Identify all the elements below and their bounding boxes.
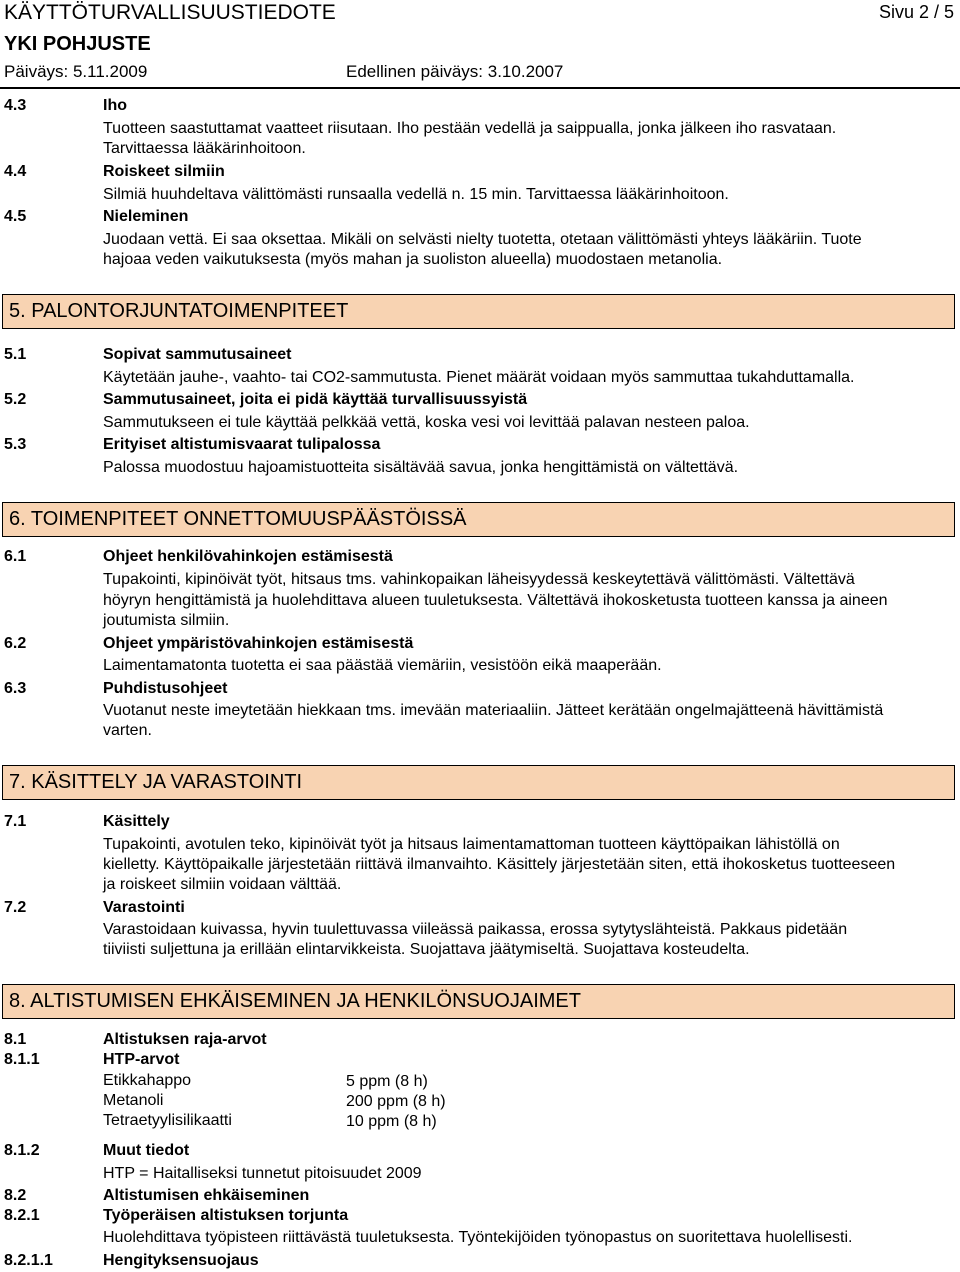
section-number: 8.2.1 — [4, 1207, 40, 1224]
section-heading-band: 5. PALONTORJUNTATOIMENPITEET — [2, 294, 955, 329]
document-title: KÄYTTÖTURVALLISUUSTIEDOTE — [4, 1, 336, 24]
section-number: 8.1.2 — [4, 1142, 40, 1159]
substance-name: Metanoli — [103, 1092, 164, 1109]
header-divider — [0, 87, 960, 89]
limit-value: 200 ppm (8 h) — [346, 1093, 446, 1110]
section-number: 4.3 — [4, 97, 27, 114]
section-title: Altistuksen raja-arvot — [103, 1031, 267, 1048]
section-title: Muut tiedot — [103, 1142, 190, 1159]
section-text: Varastoidaan kuivassa, hyvin tuulettuvassa viileässä paikassa, erossa sytytyslähteistä. Pakkaus pidetään — [103, 921, 848, 938]
section-heading-band: 6. TOIMENPITEET ONNETTOMUUSPÄÄSTÖISSÄ — [2, 502, 955, 537]
section-title: HTP-arvot — [103, 1051, 180, 1068]
section-title: Ohjeet ympäristövahinkojen estämisestä — [103, 635, 414, 652]
previous-date: Edellinen päiväys: 3.10.2007 — [346, 62, 564, 81]
section-number: 6.1 — [4, 548, 27, 565]
substance-name: Etikkahappo — [103, 1072, 192, 1089]
section-title: Varastointi — [103, 899, 185, 916]
section-title: Sopivat sammutusaineet — [103, 346, 292, 363]
substance-name: Tetraetyylisilikaatti — [103, 1112, 232, 1129]
section-title: Iho — [103, 97, 127, 114]
section-text: Huolehdittava työpisteen riittävästä tuuletuksesta. Työntekijöiden työnopastus on suoritettava huolellisesti. — [103, 1229, 853, 1246]
section-title: Käsittely — [103, 813, 170, 830]
section-text: Laimentamatonta tuotetta ei saa päästää viemäriin, vesistöön eikä maaperään. — [103, 657, 662, 674]
section-text: Tupakointi, kipinöivät työt, hitsaus tms. vahinkopaikan läheisyydessä keskeytettävä välittömästi. Vältettävä — [103, 571, 855, 588]
section-text: hajoaa veden vaikutuksesta (myös mahan ja suoliston alueella) muodostaen metanolia. — [103, 251, 723, 268]
section-title: Puhdistusohjeet — [103, 680, 228, 697]
section-title: Erityiset altistumisvaarat tulipalossa — [103, 436, 381, 453]
section-text: Palossa muodostuu hajoamistuotteita sisältävää savua, jonka hengittämistä on vältettävä. — [103, 459, 739, 476]
section-text: Tuotteen saastuttamat vaatteet riisutaan. Iho pestään vedellä ja saippualla, jonka jälkeen iho rasvataan. — [103, 120, 837, 137]
section-text: HTP = Haitalliseksi tunnetut pitoisuudet 2009 — [103, 1165, 422, 1182]
section-number: 5.3 — [4, 436, 27, 453]
section-text: Vuotanut neste imeytetään hiekkaan tms. imevään materiaaliin. Jätteet kerätään ongelmajätteenä hävittämistä — [103, 702, 884, 719]
section-number: 4.4 — [4, 163, 27, 180]
section-number: 6.2 — [4, 635, 27, 652]
section-number: 6.3 — [4, 680, 27, 697]
document-date: Päiväys: 5.11.2009 — [4, 62, 148, 81]
section-number: 5.1 — [4, 346, 27, 363]
section-text: Juodaan vettä. Ei saa oksettaa. Mikäli on selvästi nielty tuotetta, otetaan välittömästi yhteys lääkäriin. Tuote — [103, 231, 862, 248]
section-text: Sammutukseen ei tule käyttää pelkkää vettä, koska vesi voi levittää palavan nesteen paloa. — [103, 414, 750, 431]
section-title: Hengityksensuojaus — [103, 1252, 259, 1269]
section-number: 7.2 — [4, 899, 27, 916]
section-number: 4.5 — [4, 208, 27, 225]
section-text: kielletty. Käyttöpaikalle järjestetään riittävä ilmanvaihto. Käsittely järjestetään siten, että ihokosketus tuotteeseen — [103, 856, 896, 873]
page-number: Sivu 2 / 5 — [878, 2, 954, 22]
section-number: 8.2.1.1 — [4, 1252, 53, 1269]
section-text: varten. — [103, 722, 152, 739]
section-number: 5.2 — [4, 391, 27, 408]
section-text: Tupakointi, avotulen teko, kipinöivät työt ja hitsaus laimentamattoman tuotteen käyttöpaikan lähistöllä on — [103, 836, 840, 853]
section-text: höyryn hengittämistä ja huolehdittava alueen tuuletuksesta. Vältettävä ihokosketusta tuotteen kanssa ja aineen — [103, 592, 888, 609]
section-text: tiiviisti suljettuna ja erillään elintarvikkeista. Suojattava jäätymiseltä. Suojattava kosteudelta. — [103, 941, 750, 958]
section-text: Käytetään jauhe-, vaahto- tai CO2-sammutusta. Pienet määrät voidaan myös sammuttaa tukahduttamalla. — [103, 369, 855, 386]
section-title: Ohjeet henkilövahinkojen estämisestä — [103, 548, 393, 565]
product-name: YKI POHJUSTE — [4, 33, 151, 55]
section-title: Työperäisen altistuksen torjunta — [103, 1207, 349, 1224]
limit-value: 5 ppm (8 h) — [346, 1073, 428, 1090]
section-title: Altistumisen ehkäiseminen — [103, 1187, 310, 1204]
section-text: joutumista silmiin. — [103, 612, 230, 629]
section-heading-band: 7. KÄSITTELY JA VARASTOINTI — [2, 765, 955, 800]
section-title: Nieleminen — [103, 208, 189, 225]
section-text: Tarvittaessa lääkärinhoitoon. — [103, 140, 306, 157]
section-number: 7.1 — [4, 813, 27, 830]
section-text: ja roiskeet silmiin voidaan välttää. — [103, 876, 342, 893]
section-number: 8.1.1 — [4, 1051, 40, 1068]
limit-value: 10 ppm (8 h) — [346, 1113, 437, 1130]
section-title: Sammutusaineet, joita ei pidä käyttää turvallisuussyistä — [103, 391, 528, 408]
section-text: Silmiä huuhdeltava välittömästi runsaalla vedellä n. 15 min. Tarvittaessa lääkärinhoitoon. — [103, 186, 729, 203]
section-heading-band: 8. ALTISTUMISEN EHKÄISEMINEN JA HENKILÖNSUOJAIMET — [2, 984, 955, 1019]
section-title: Roiskeet silmiin — [103, 163, 225, 180]
section-number: 8.2 — [4, 1187, 27, 1204]
section-number: 8.1 — [4, 1031, 27, 1048]
